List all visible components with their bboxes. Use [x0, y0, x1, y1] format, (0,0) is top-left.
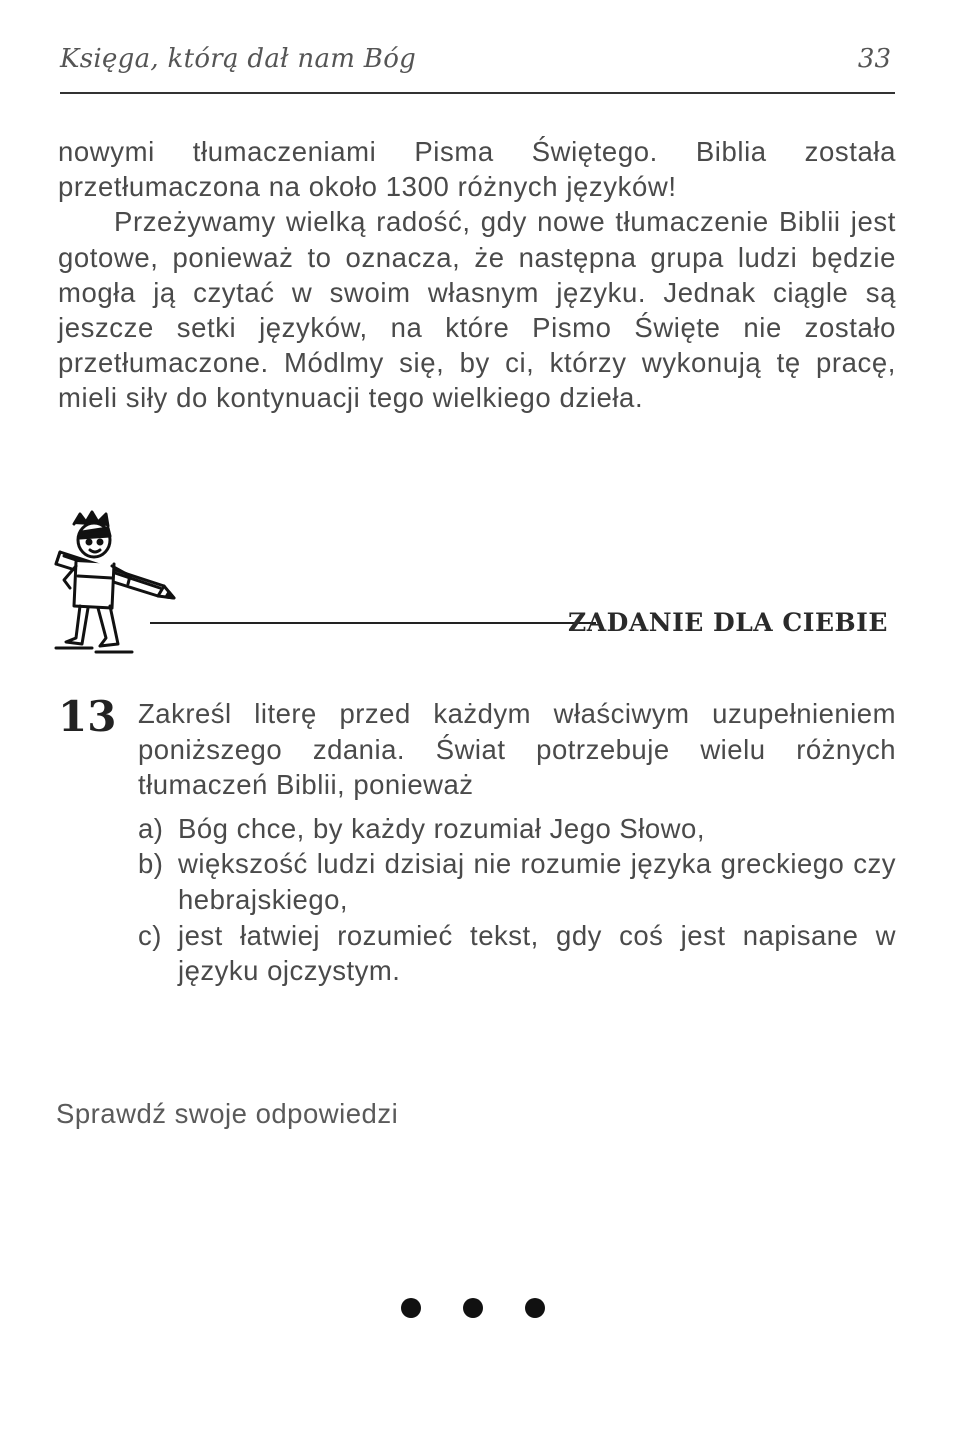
paragraph: nowymi tłumaczeniami Pisma Świętego. Biblia została przetłumaczona na około 1300 różnych języków! — [58, 136, 896, 203]
paragraph: Przeżywamy wielką radość, gdy nowe tłumaczenie Biblii jest gotowe, ponieważ to oznacza, że następna grupa ludzi będzie mogła ją czytać w swoim własnym języku. Jednak ciągle są jeszcze setki języków, na które Pismo Święte nie zostało przetłumaczone. Módlmy się, by ci, którzy wykonują tę pracę, mieli siły do kontynuacji tego wielkiego dzieła. — [58, 206, 896, 414]
header-rule — [60, 92, 895, 94]
running-head — [60, 44, 895, 84]
task-header — [52, 506, 902, 656]
answer-option-a[interactable] — [138, 811, 896, 847]
option-text: jest łatwiej rozumieć tekst, gdy coś jest napisane w języku ojczystym. — [178, 919, 896, 987]
task-rule — [150, 622, 596, 624]
task-number: 13 — [58, 692, 117, 741]
option-letter[interactable]: a) — [138, 812, 164, 844]
task-body — [138, 696, 896, 989]
page-number: 33 — [857, 44, 891, 74]
running-title: Księga, którą dał nam Bóg — [60, 44, 417, 74]
ornament-dot — [401, 1298, 421, 1318]
option-letter[interactable]: c) — [138, 919, 162, 951]
option-text: Bóg chce, by każdy rozumiał Jego Słowo, — [178, 812, 705, 844]
answer-options — [138, 811, 896, 989]
task-label: ZADANIE DLA CIEBIE — [568, 608, 888, 637]
three-dots-ornament-icon — [395, 1298, 565, 1322]
option-text: większość ludzi dzisiaj nie rozumie języka greckiego czy hebrajskiego, — [178, 848, 896, 915]
task-prompt: Zakreśl literę przed każdym właściwym uzupełnieniem poniższego zdania. Świat potrzebuje wielu różnych tłumaczeń Biblii, ponieważ — [138, 698, 896, 801]
ornament-dot — [525, 1298, 545, 1318]
body-text — [58, 134, 896, 416]
answer-option-c[interactable] — [138, 918, 896, 989]
check-answers-note: Sprawdź swoje odpowiedzi — [56, 1098, 399, 1129]
ornament-dot — [463, 1298, 483, 1318]
option-letter[interactable]: b) — [138, 848, 164, 880]
pencil-carrying-boy-icon — [52, 506, 192, 656]
answer-option-b[interactable] — [138, 846, 896, 917]
